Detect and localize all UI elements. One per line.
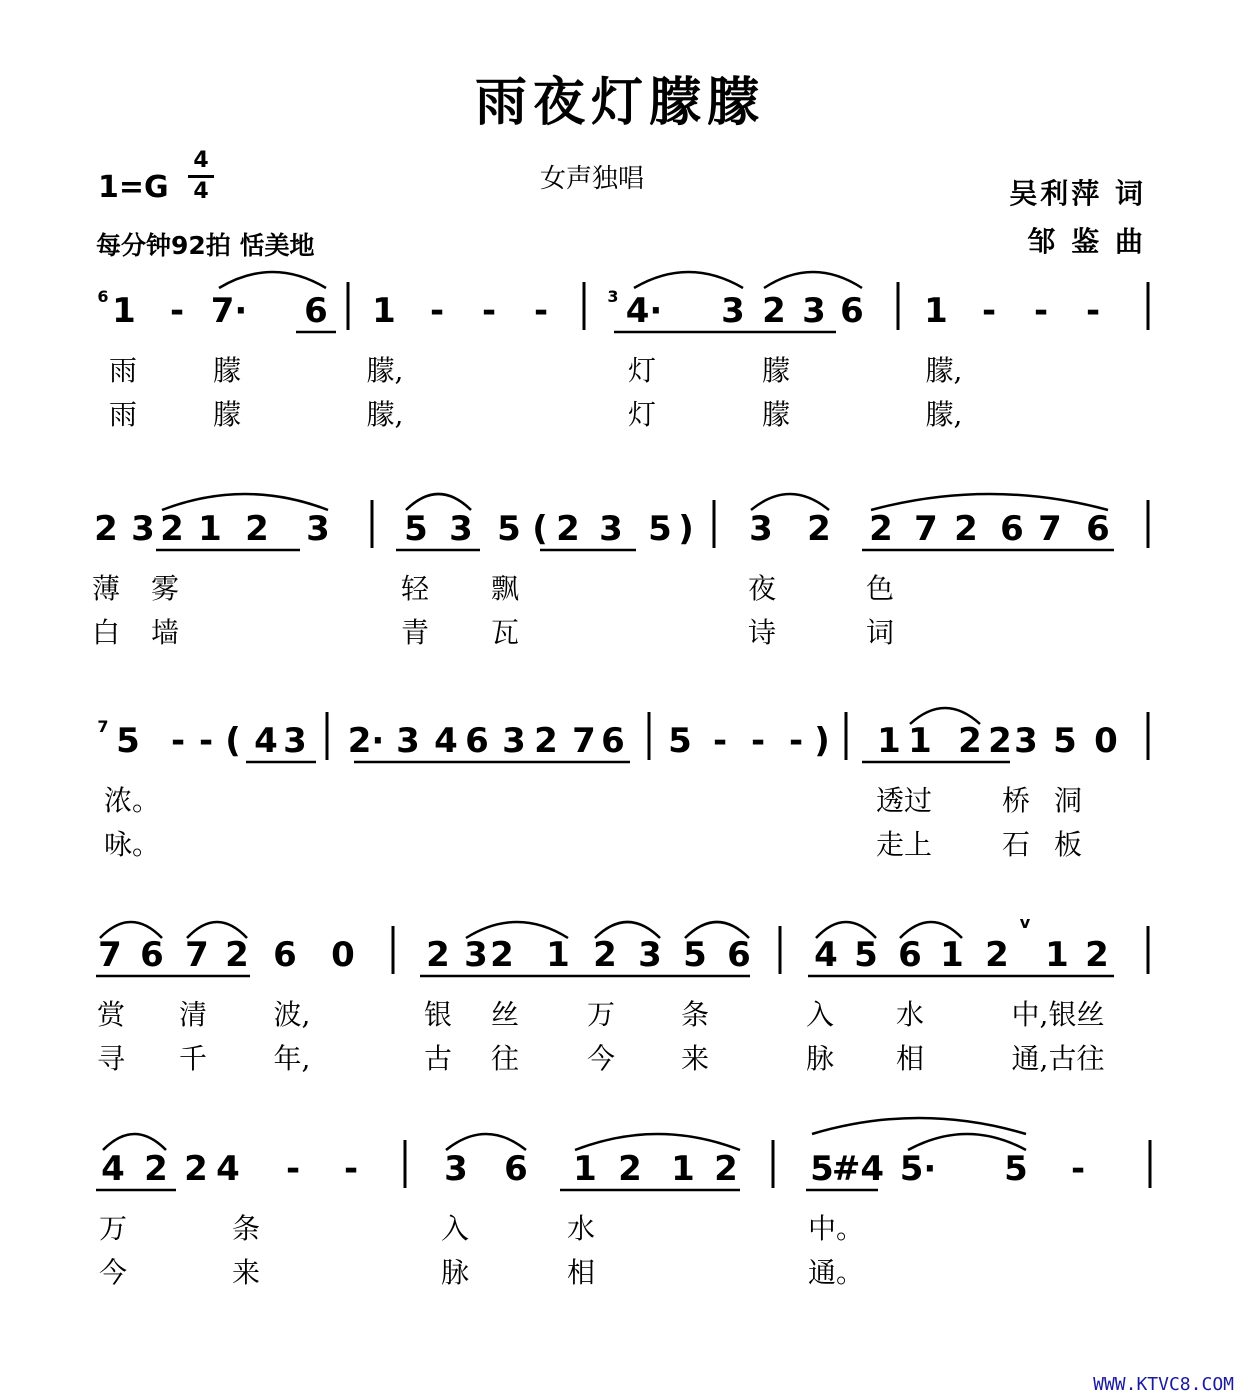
lyric-verse-2: 诗 [747,616,777,649]
lyric-verse-2: 咏。 [103,828,161,861]
note: 1 [671,1149,695,1189]
watermark: WWW.KTVC8.COM [1093,1374,1234,1395]
slur [634,272,743,288]
lyric-verse-2: 词 [865,616,895,649]
note: 3 [396,721,420,761]
lyric-verse-1: 朦, [925,354,963,387]
note: - [1033,291,1049,331]
note: 5 [497,509,521,549]
note: 3 [749,509,773,549]
note: 4 [216,1149,240,1189]
note: 3 [283,721,307,761]
note: - [481,291,497,331]
slur [162,494,328,510]
lyric-verse-2: 雨 [108,398,138,431]
note: 1 [112,291,136,331]
lyric-verse-2: 通。 [807,1256,865,1289]
note: 2 [714,1149,738,1189]
time-signature-bottom: 4 [193,179,209,204]
note: - [169,291,185,331]
lyric-verse-2: 年, [273,1042,311,1075]
note: 3 [721,291,745,331]
note: 7 [1038,509,1062,549]
lyric-verse-1: 雾 [150,572,180,605]
lyric-verse-2: 来 [231,1256,261,1289]
lyric-verse-1: 轻 [400,572,430,605]
slur [103,1134,166,1150]
note: 2 [958,721,982,761]
lyric-verse-2: 朦, [925,398,963,431]
note: ( [532,509,548,549]
lyric-verse-1: 赏 [96,998,126,1031]
note: 4 [434,721,458,761]
lyric-verse-2: 古 [423,1042,453,1075]
note: 4 [101,1149,125,1189]
lyric-verse-1: 雨 [108,354,138,387]
breath-mark: v [1019,913,1031,932]
note: 2 [426,935,450,975]
note: 7 [185,935,209,975]
note: - [343,1149,359,1189]
note: 5 [116,721,140,761]
note: 5 [668,721,692,761]
meter-change: 7 [97,717,109,736]
lyric-verse-1: 水 [895,998,925,1031]
note: 6 [273,935,297,975]
note: - [750,721,766,761]
lyric-verse-1: 朦, [366,354,404,387]
lyric-verse-1: 水 [566,1212,596,1245]
note: 2 [225,935,249,975]
note: 3 [449,509,473,549]
note: 6 [304,291,328,331]
note: 5 [683,935,707,975]
note: 1 [924,291,948,331]
lyric-verse-1: 万 [98,1212,128,1245]
lyric-verse-1: 桥 [1001,784,1031,817]
lyric-verse-2: 灯 [627,398,657,431]
note: - [981,291,997,331]
note: 2 [869,509,893,549]
lyric-verse-2: 朦 [212,398,242,431]
lyric-verse-2: 相 [895,1042,925,1075]
note: 5 [1053,721,1077,761]
note: 4· [625,291,663,331]
lyric-verse-2: 青 [400,616,430,649]
lyric-verse-1: 夜 [747,572,777,605]
note: 5 [810,1149,834,1189]
note: 6 [840,291,864,331]
note: 3 [638,935,662,975]
note: 0 [331,935,355,975]
lyric-verse-1: 色 [865,572,895,605]
lyric-verse-1: 中,银丝 [1011,998,1105,1031]
note: - [198,721,214,761]
lyric-verse-1: 飘 [490,572,520,605]
note: - [533,291,549,331]
note: 2 [985,935,1009,975]
note: 7 [572,721,596,761]
note: ( [225,721,241,761]
note: 3 [131,509,155,549]
note: - [1070,1149,1086,1189]
lyric-verse-1: 银 [423,998,453,1031]
note: 6 [1086,509,1110,549]
note: 3 [464,935,488,975]
note: 6 [465,721,489,761]
note: 5 [404,509,428,549]
lyric-verse-1: 清 [178,998,208,1031]
note: 2· [347,721,385,761]
note: 5· [899,1149,937,1189]
slur [908,1134,1026,1150]
note: 7 [98,935,122,975]
lyric-verse-1: 万 [586,998,616,1031]
note: 1 [908,721,932,761]
note: 1 [1045,935,1069,975]
lyric-verse-1: 入 [805,998,835,1031]
performance-type: 女声独唱 [540,164,645,194]
lyric-verse-2: 往 [490,1042,520,1075]
note: 2 [593,935,617,975]
lyric-verse-1: 丝 [490,998,520,1031]
tempo-marking: 每分钟92拍 恬美地 [96,231,315,260]
note: ) [678,509,694,549]
note: 2 [534,721,558,761]
note: 2 [1085,935,1109,975]
lyric-verse-2: 板 [1053,828,1083,861]
note: 3 [802,291,826,331]
slur [812,1118,1026,1134]
lyric-verse-2: 今 [98,1256,128,1289]
lyric-verse-2: 墙 [150,616,180,649]
note: - [788,721,804,761]
note: 2 [556,509,580,549]
lyric-verse-1: 入 [440,1212,470,1245]
note: 6 [140,935,164,975]
lyric-verse-1: 薄 [91,572,121,605]
note: 1 [546,935,570,975]
lyric-verse-1: 条 [680,998,710,1031]
slur [751,494,829,510]
lyric-verse-2: 脉 [805,1042,835,1075]
lyric-verse-1: 朦 [761,354,791,387]
note: 2 [988,721,1012,761]
note: 6 [601,721,625,761]
lyric-verse-1: 透过 [875,784,933,817]
lyric-verse-2: 朦 [761,398,791,431]
note: 2 [807,509,831,549]
lyric-verse-2: 来 [680,1042,710,1075]
note: - [285,1149,301,1189]
note: 5 [854,935,878,975]
slur [871,494,1108,510]
note: 2 [762,291,786,331]
note: 7 [914,509,938,549]
meter-change: 6 [97,287,109,306]
note: 1 [940,935,964,975]
note: 1 [372,291,396,331]
meter-change: 3 [607,287,619,306]
note: 3 [444,1149,468,1189]
lyric-verse-2: 白 [91,616,121,649]
note: 7· [210,291,248,331]
note: 2 [618,1149,642,1189]
lyric-verse-1: 中。 [807,1212,865,1245]
lyricist-credit: 吴利萍 词 [1009,177,1146,210]
lyric-verse-1: 朦 [212,354,242,387]
note: - [170,721,186,761]
lyric-verse-2: 寻 [96,1042,126,1075]
lyric-verse-2: 朦, [366,398,404,431]
note: 4 [254,721,278,761]
note: 2 [144,1149,168,1189]
slur [406,494,471,510]
note: 3 [306,509,330,549]
lyric-verse-2: 走上 [875,828,933,861]
lyric-verse-2: 通,古往 [1011,1042,1105,1075]
note: 2 [490,935,514,975]
note: - [1085,291,1101,331]
lyric-verse-2: 相 [566,1256,596,1289]
note: 2 [160,509,184,549]
note: 2 [94,509,118,549]
note: 5 [648,509,672,549]
note: 6 [504,1149,528,1189]
composer-credit: 邹 鉴 曲 [1027,225,1146,258]
lyric-verse-2: 今 [586,1042,616,1075]
note: 3 [502,721,526,761]
note: 6 [898,935,922,975]
lyric-verse-1: 灯 [627,354,657,387]
note: #4 [831,1149,885,1189]
note: - [429,291,445,331]
note: 6 [727,935,751,975]
note: 1 [198,509,222,549]
note: ) [814,721,830,761]
lyric-verse-1: 浓。 [103,784,161,817]
note: 2 [184,1149,208,1189]
note: 3 [599,509,623,549]
lyric-verse-2: 石 [1001,828,1031,861]
song-title: 雨夜灯朦朦 [474,72,765,133]
lyric-verse-2: 瓦 [490,616,520,649]
slur [219,272,326,288]
slur [764,272,862,288]
slur [446,1134,526,1150]
lyric-verse-1: 条 [231,1212,261,1245]
note: 4 [814,935,838,975]
note: 6 [1000,509,1024,549]
note: 5 [1004,1149,1028,1189]
lyric-verse-2: 千 [178,1042,208,1075]
note: 2 [245,509,269,549]
lyric-verse-1: 波, [273,998,311,1031]
note: 2 [954,509,978,549]
note: 0 [1094,721,1118,761]
lyric-verse-2: 脉 [440,1256,470,1289]
note: 1 [877,721,901,761]
slur [575,1134,740,1150]
key-signature: 1=G [98,170,169,205]
note: - [712,721,728,761]
lyric-verse-1: 洞 [1053,784,1083,817]
time-signature-top: 4 [193,148,209,173]
note: 1 [573,1149,597,1189]
note: 3 [1014,721,1038,761]
